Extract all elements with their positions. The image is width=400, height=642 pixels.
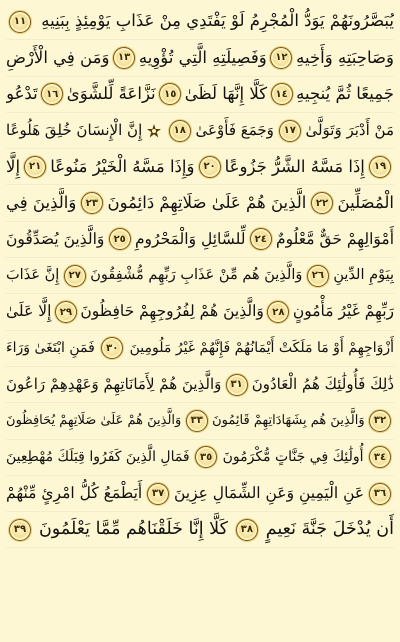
verse-number-marker: ٣٧	[147, 483, 169, 505]
verse-number-marker: ١٩	[369, 156, 391, 178]
verse-number-marker: ٣٩	[9, 519, 31, 541]
text-line-3	[6, 77, 394, 113]
verse-text: الْمُصَلِّينَ	[337, 192, 394, 212]
verse-text: وَالَّذِينَ يُصَدِّقُونَ	[6, 229, 105, 248]
verse-text: يُبَصَّرُونَهُمْ يَوَدُّ الْمُجْرِمُ لَوْ يَفْتَدِي مِنْ عَذَابِ يَوْمِئِذٍ بِبَنِيهِ	[41, 11, 394, 31]
verse-text: إِلَّا عَلَىٰ	[6, 302, 52, 321]
verse-text: وَالَّذِينَ هُمْ لِأَمَانَاتِهِمْ وَعَهْدِهِمْ رَاعُونَ	[6, 375, 222, 394]
text-line-4	[6, 113, 394, 149]
verse-number-marker: ٢٣	[81, 192, 103, 214]
text-line-12	[6, 403, 394, 439]
verse-text: عَنِ الْيَمِينِ وَعَنِ الشِّمَالِ عِزِينَ	[173, 483, 365, 502]
verse-number-marker: ١٧	[279, 120, 301, 142]
verse-text: إِذَا مَسَّهُ الشَّرُّ جَزُوعًا	[224, 156, 365, 176]
verse-text: كَلَّا إِنَّهَا لَظَىٰ	[184, 83, 268, 103]
text-line-10	[6, 331, 394, 367]
verse-number-marker: ٢٦	[307, 265, 329, 287]
verse-number-marker: ٢١	[24, 156, 46, 178]
text-line-6	[6, 185, 394, 221]
verse-text: وَالَّذِينَ هُمْ لِفُرُوجِهِمْ حَافِظُونَ	[80, 302, 264, 321]
verse-number-marker: ١٤	[271, 83, 293, 105]
verse-number-marker: ٣٤	[369, 446, 391, 468]
verse-number-marker: ٣٥	[195, 446, 217, 468]
verse-text: وَالَّذِينَ هُمْ عَلَىٰ صَلَاتِهِمْ يُحَافِظُونَ	[6, 413, 182, 429]
verse-text: جَمِيعًا ثُمَّ يُنجِيهِ	[296, 83, 394, 103]
text-line-13	[6, 440, 394, 476]
text-line-1	[6, 4, 394, 40]
verse-text: تَدْعُو	[6, 83, 38, 103]
verse-number-marker: ٢٥	[109, 228, 131, 250]
verse-text: كَلَّا إِنَّا خَلَقْنَاهُم مِّمَّا يَعْلَمُونَ	[38, 519, 228, 540]
text-line-8	[6, 258, 394, 294]
verse-number-marker: ٣٢	[369, 410, 391, 432]
verse-number-marker: ١٦	[41, 83, 63, 105]
verse-number-marker: ٣٠	[101, 337, 123, 359]
verse-text: الَّذِينَ هُمْ عَلَىٰ صَلَاتِهِمْ دَائِمُونَ	[107, 192, 307, 212]
verse-text: وَالَّذِينَ هُم بِشَهَادَاتِهِمْ قَائِمُونَ	[212, 413, 365, 429]
verse-number-marker: ٣٨	[236, 519, 258, 541]
text-line-15	[6, 512, 394, 548]
verse-number-marker: ١١	[9, 11, 31, 33]
verse-text: أَيَطْمَعُ كُلُّ امْرِئٍ مِّنْهُمْ	[6, 483, 143, 502]
verse-text: أَزْوَاجِهِمْ أَوْ مَا مَلَكَتْ أَيْمَانُهُمْ فَإِنَّهُمْ غَيْرُ مَلُومِينَ	[129, 340, 394, 357]
verse-text: أَمْوَالِهِمْ حَقٌّ مَّعْلُومٌ	[276, 229, 394, 248]
verse-text: إِنَّ عَذَابَ	[6, 267, 60, 284]
verse-number-marker: ٢٧	[64, 265, 86, 287]
verse-number-marker: ١٣	[113, 47, 135, 69]
verse-text: فَمَنِ ابْتَغَىٰ وَرَاءَ	[6, 340, 95, 357]
text-line-5	[6, 149, 394, 185]
verse-number-marker: ٣٣	[186, 410, 208, 432]
verse-text: وَإِذَا مَسَّهُ الْخَيْرُ مَنُوعًا	[50, 156, 195, 176]
verse-number-marker: ٢٠	[199, 156, 221, 178]
verse-number-marker: ٣١	[226, 374, 248, 396]
verse-number-marker: ١٥	[159, 83, 181, 105]
verse-text: وَالَّذِينَ هُم مِّنْ عَذَابِ رَبِّهِم مُّشْفِقُونَ	[90, 267, 303, 284]
verse-text: وَصَاحِبَتِهِ وَأَخِيهِ	[296, 47, 394, 67]
verse-text: لِّلسَّائِلِ وَالْمَحْرُومِ	[134, 229, 246, 248]
verse-text: أَن يُدْخَلَ جَنَّةَ نَعِيمٍ	[265, 519, 394, 540]
verse-number-marker: ٢٩	[55, 301, 77, 323]
verse-text: وَمَن فِي الْأَرْضِ	[6, 47, 110, 67]
text-line-14	[6, 476, 394, 512]
verse-text: وَالَّذِينَ فِي	[6, 192, 77, 212]
text-line-9	[6, 294, 394, 330]
verse-number-marker: ٢٢	[311, 192, 333, 214]
verse-text: وَفَصِيلَتِهِ الَّتِي تُؤْوِيهِ	[138, 47, 267, 67]
verse-number-marker: ٣٦	[369, 483, 391, 505]
star-ornament-icon	[147, 124, 161, 138]
verse-number-marker: ١٨	[169, 120, 191, 142]
verse-text: وَجَمَعَ فَأَوْعَىٰ	[195, 121, 274, 140]
verse-number-marker: ٢٤	[250, 228, 272, 250]
verse-text: إِلَّا	[6, 156, 21, 176]
text-line-2	[6, 40, 394, 76]
text-line-7	[6, 222, 394, 258]
verse-text: فَمَالِ الَّذِينَ كَفَرُوا قِبَلَكَ مُهْطِعِينَ	[6, 449, 190, 466]
text-line-11	[6, 367, 394, 403]
verse-number-marker: ١٢	[270, 47, 292, 69]
verse-text: رَبِّهِمْ غَيْرُ مَأْمُونٍ	[292, 302, 394, 321]
verse-text: بِيَوْمِ الدِّينِ	[333, 267, 394, 284]
verse-text: إِنَّ الْإِنسَانَ خُلِقَ هَلُوعًا	[6, 121, 143, 140]
verse-text: مَنْ أَدْبَرَ وَتَوَلَّىٰ	[305, 121, 394, 140]
verse-text: ذَٰلِكَ فَأُولَٰئِكَ هُمُ الْعَادُونَ	[251, 375, 394, 394]
verse-number-marker: ٢٨	[267, 301, 289, 323]
verse-text: نَزَّاعَةً لِّلشَّوَىٰ	[66, 83, 156, 103]
verse-text: أُولَٰئِكَ فِي جَنَّاتٍ مُّكْرَمُونَ	[222, 449, 364, 466]
